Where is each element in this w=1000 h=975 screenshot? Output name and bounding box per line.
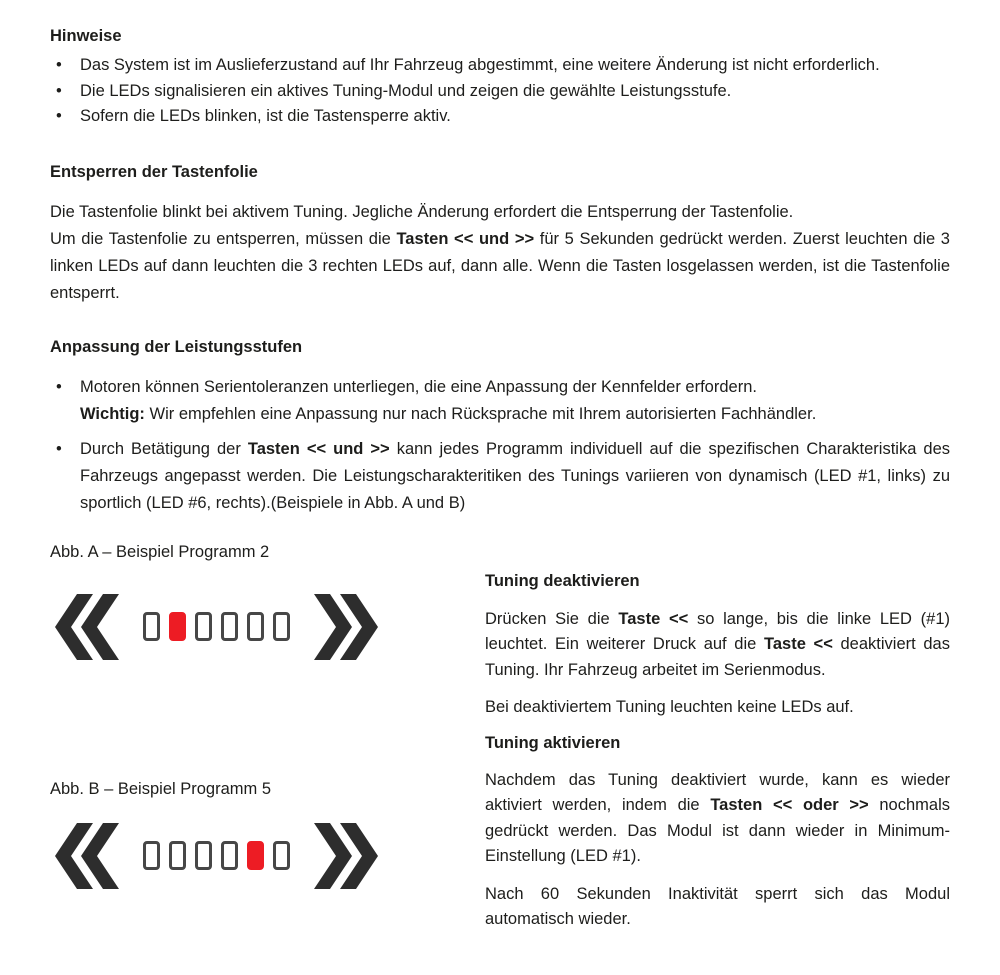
section-hinweise [50,26,950,130]
led-row [143,612,290,641]
bullet-marker: • [56,107,62,125]
led-3-off [195,612,212,641]
double-chevron-right-icon [314,823,378,889]
bullet-marker: • [56,439,62,458]
paragraph: Die Tastenfolie blinkt bei aktivem Tuning. Jegliche Änderung erfordert die Entsperrung der Tastenfolie. [50,202,794,221]
bullet-marker: • [56,377,62,396]
led-4-off [221,841,238,870]
section-title-tuning-aktivieren: Tuning aktivieren [485,733,621,752]
bullet-marker: • [56,56,62,74]
list-item [50,53,950,79]
paragraph: Bei deaktiviertem Tuning leuchten keine LEDs auf. [485,698,854,716]
bullet-text: Durch Betätigung der Tasten << und >> kann jedes Programm individuell auf die spezifischen Charakteristika des Fahrzeugs angepasst werden. Die Leistungscharakteritiken des Tunings variieren von dynamisch (LED #1, links) zu sportlich (LED #6, rechts).(Beispiele in Abb. A und B) [80,439,950,512]
paragraph: Nach 60 Sekunden Inaktivität sperrt sich das Modul automatisch wieder. [485,884,950,928]
led-6-off [273,612,290,641]
led-5-on [247,841,264,870]
led-1-off [143,841,160,870]
two-column-area [50,517,950,953]
figure-a-caption: Abb. A – Beispiel Programm 2 [50,542,270,561]
double-chevron-left-icon [55,594,119,660]
list-item [50,104,950,130]
list-item [50,436,950,517]
led-2-off [169,841,186,870]
section-entsperren [50,162,950,307]
bullet-text: Das System ist im Auslieferzustand auf Ihr Fahrzeug abgestimmt, eine weitere Änderung ist nicht erforderlich. [80,56,880,74]
figure-b-caption: Abb. B – Beispiel Programm 5 [50,779,272,798]
bullet-text: Die LEDs signalisieren ein aktives Tuning-Modul und zeigen die gewählte Leistungsstufe. [80,81,732,100]
double-chevron-left-icon [55,823,119,889]
section-title-tuning-deaktivieren: Tuning deaktivieren [485,571,640,590]
paragraph: Nachdem das Tuning deaktiviert wurde, kann es wieder aktiviert werden, indem die Tasten << oder >> nochmals gedrückt werden. Das Modul ist dann wieder in Minimum-Einstellung (LED #1). [485,770,950,865]
list-item [50,79,950,105]
right-column [485,571,950,945]
bullet-marker: • [56,81,62,100]
led-5-off [247,612,264,641]
bullet-text: Sofern die LEDs blinken, ist die Tastensperre aktiv. [80,107,451,125]
section-title-anpassung: Anpassung der Leistungsstufen [50,337,303,356]
figure-b-led-panel [55,823,378,889]
led-4-off [221,612,238,641]
figure-a-led-panel [55,594,378,660]
section-anpassung [50,337,950,517]
section-title-hinweise: Hinweise [50,27,122,45]
led-3-off [195,841,212,870]
paragraph: Drücken Sie die Taste << so lange, bis die linke LED (#1) leuchtet. Ein weiterer Druck auf die Taste << deaktiviert das Tuning. Ihr Fahrzeug arbeitet im Serienmodus. [485,609,951,679]
paragraph: Um die Tastenfolie zu entsperren, müssen die Tasten << und >> für 5 Sekunden gedrückt werden. Zuerst leuchten die 3 linken LEDs auf dann leuchten die 3 rechten LEDs auf, dann alle. Wenn die Tasten losgelassen werden, ist die Tastenfolie entsperrt. [50,229,950,302]
section-title-entsperren: Entsperren der Tastenfolie [50,162,258,181]
double-chevron-right-icon [314,594,378,660]
led-1-off [143,612,160,641]
led-6-off [273,841,290,870]
list-item [50,374,950,428]
led-2-on [169,612,186,641]
led-row [143,841,290,870]
bullet-text: Motoren können Serientoleranzen unterliegen, die eine Anpassung der Kennfelder erfordern. Wichtig: Wir empfehlen eine Anpassung nur nach Rücksprache mit Ihrem autorisierten Fachhändler. [80,377,817,423]
